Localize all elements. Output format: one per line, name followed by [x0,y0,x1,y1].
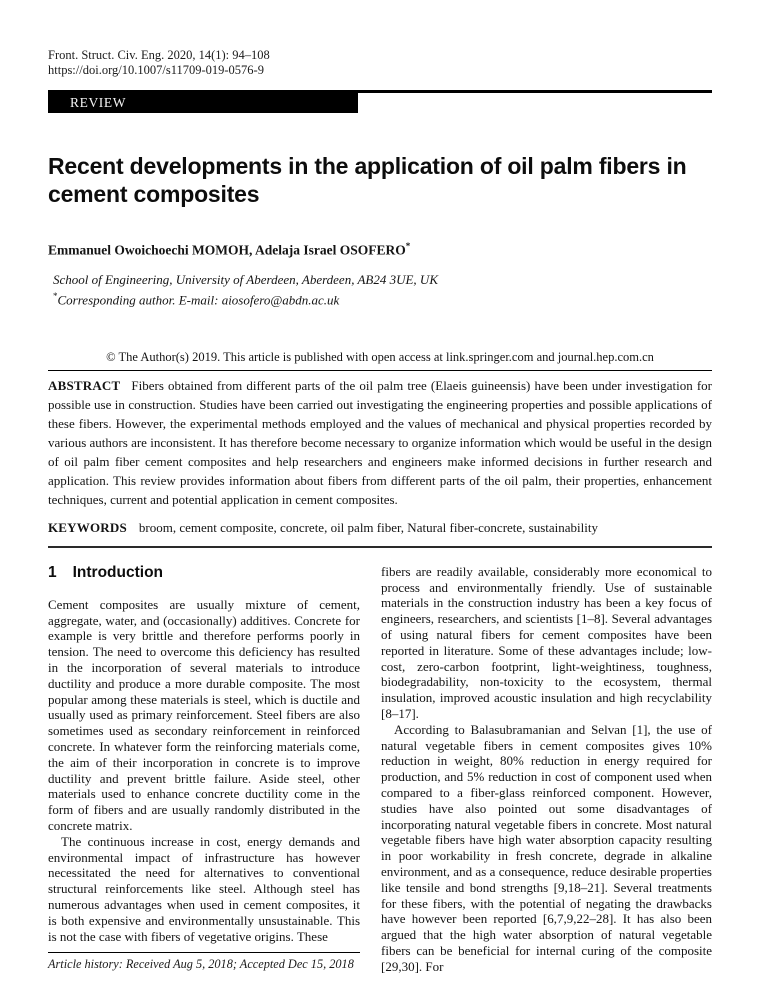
corresponding-text: Corresponding author. E-mail: aiosofero@abdn.ac.uk [57,291,340,307]
abstract-label: ABSTRACT [48,377,121,393]
abstract-paragraph [48,376,712,509]
section-title: Introduction [72,563,164,581]
article-title: Recent developments in the application of oil palm fibers in cement composites [48,153,687,207]
intro-paragraph-2: The continuous increase in cost, energy demands and environmental impact of infrastructure has however necessitated the need for alternatives to conventional structural reinforcements like steel. Although steel has numerous advantages when used in cement composites, it is both expensive and environmentally unsustainable. This is not the case with fibers of vegetative origins. These [48,833,360,944]
keywords-label: KEYWORDS [48,519,127,535]
corresponding-author-line [48,288,712,308]
journal-citation: Front. Struct. Civ. Eng. 2020, 14(1): 94–108 [48,48,270,62]
page-content [48,0,712,975]
abstract-section [48,370,712,536]
copyright-line: © The Author(s) 2019. This article is published with open access at link.springer.com and journal.hep.com.cn [106,349,654,364]
intro-paragraph-3: fibers are readily available, considerably more economical to process and environmentally friendly. Use of sustainable materials in the construction industry has been a key focus of engineers, researchers, and scientists [1–8]. Several advantages of using natural fibers for cement composites have been reported in literature. Some of these advantages include; low-cost, zero-carbon footprint, light-weightiness, toughness, biodegradability, non-toxicity to the ecosystem, thermal insulation, improved acoustic insulation and high recyclability [8–17]. [381,563,712,721]
intro-paragraph-1: Cement composites are usually mixture of cement, aggregate, water, and (occasionally) additives. Concrete for example is very brittle and therefore performs poorly in tension. The need to overcome this deficiency has resulted in the incorporation of several materials to introduce ductility and produce a more durable composite. The most popular among these materials is steel, which is ductile and usually used as primary reinforcement. Steel fibers are also sometimes used as secondary reinforcement in reinforced concrete. In whatever form the reinforcing materials come, the aim of their incorporation in concrete is to improve ductility and prevent brittle failure. Aside steel, other materials used to enhance concrete ductility come in the form of fibers and are usually randomly distributed in the concrete matrix. [48,596,360,833]
keywords-line [48,519,712,536]
corresponding-author-marker: * [405,241,411,251]
section-heading-introduction [48,564,360,582]
authors-line [48,241,712,259]
doi-link: https://doi.org/10.1007/s11709-019-0576-9 [48,63,264,77]
section-number: 1 [48,563,57,581]
affiliation-line: School of Engineering, University of Aberdeen, Aberdeen, AB24 3UE, UK [53,271,438,287]
article-type-banner [48,90,712,113]
abstract-text: Fibers obtained from different parts of the oil palm tree (Elaeis guineensis) have been under investigation for possible use in construction. Studies have been carried out investigating the engineering properties and possible applications of these fibers. However, the experimental methods employed and the values of mechanical and physical properties recorded by various authors are inconsistent. It has therefore become necessary to organize information which would be useful in the design of oil palm fiber cement composites and help researchers and engineers make informed decisions in further research and application. This review provides information about fibers from different parts of the oil palm, their properties, enhancement techniques, current and potential application in cement composites. [48,377,712,507]
journal-masthead [48,0,712,78]
two-column-body [48,564,712,975]
right-column [381,564,712,975]
section-divider-rule [48,546,712,548]
article-history-note: Article history: Received Aug 5, 2018; Accepted Dec 15, 2018 [48,952,360,972]
corresponding-marker: * [53,290,58,301]
article-type-badge: REVIEW [48,93,358,113]
author-names: Emmanuel Owoichoechi MOMOH, Adelaja Israel OSOFERO [48,242,406,258]
intro-paragraph-4: According to Balasubramanian and Selvan [1], the use of natural vegetable fibers in cement composites gives 10% reduction in weight, 80% reduction in energy required for production, and 5% reduction in cost of component used when compared to a fiber-glass reinforced component. However, studies have also pointed out some disadvantages of incorporating natural vegetable fibers in concrete. Most natural vegetable fibers have high water absorption capacity resulting in poor workability in fresh concrete, degrade in alkaline environment, and as a consequence, reduce desirable properties like tensile and bond strengths [9,18–21]. Several treatments for these fibers, with the potential of negating the drawbacks have however been reported [6,7,9,22–28]. It has also been argued that the high water absorption of natural vegetable fibers can be beneficial for internal curing of the composite [29,30]. For [381,721,712,974]
left-column [48,564,360,975]
keywords-text: broom, cement composite, concrete, oil palm fiber, Natural fiber-concrete, sustainability [138,519,598,535]
